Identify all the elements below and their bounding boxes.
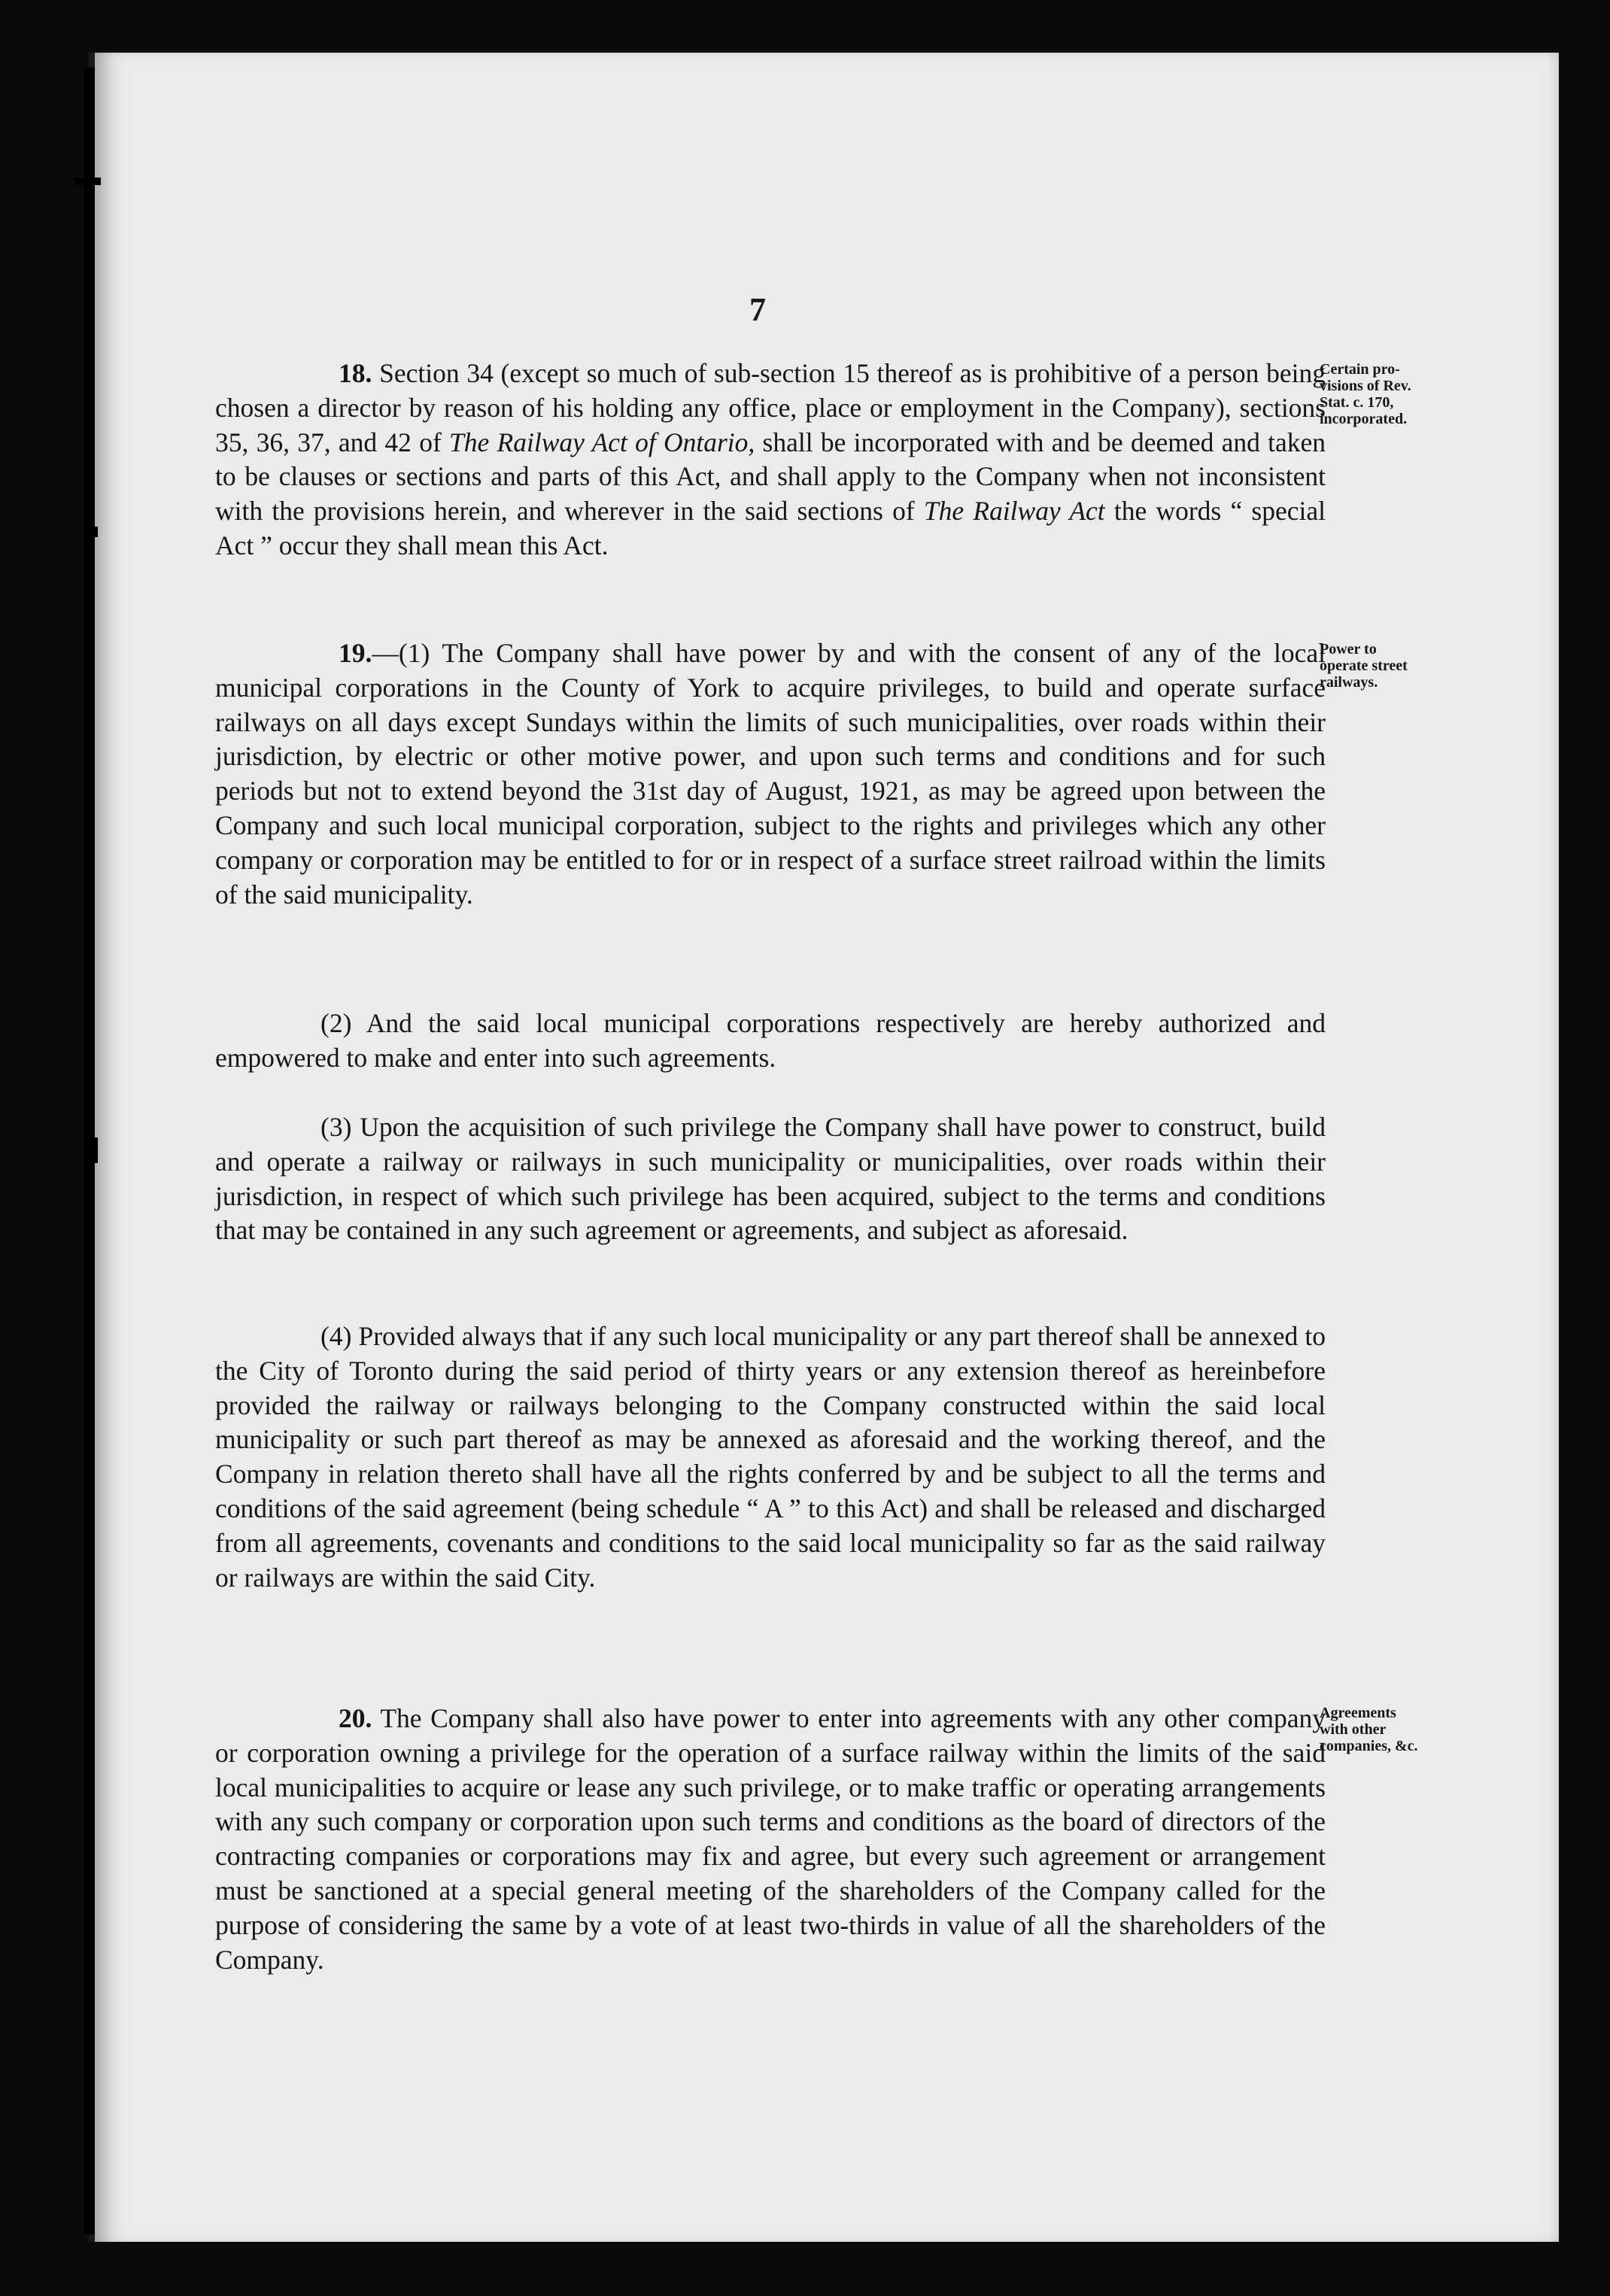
subsection-3-paragraph	[215, 1110, 1326, 1248]
section-text: the words “ special Act ” occur they shall mean this Act.	[215, 496, 1326, 560]
margin-note-section-20	[1320, 1705, 1479, 1754]
section-20-paragraph	[215, 1702, 1326, 1977]
margin-note-line: operate street	[1320, 658, 1408, 674]
margin-note-section-19	[1320, 641, 1479, 691]
section-number: 18.	[339, 358, 372, 388]
section-18-paragraph	[215, 357, 1326, 563]
act-title: The Railway Act	[923, 496, 1105, 527]
binding-mark	[90, 1137, 98, 1163]
section-text: The Company shall also have power to enter into agreements with any other company or corporation owning a privilege for the operation of a surface railway within the limits of the said local municipalities to acquire or lease any such privilege, or to make traffic or operating arrangements with any such company or corporation upon such terms and conditions as the board of directors of the contracting companies or corporations may fix and agree, but every such agreement or arrangement must be sanctioned at a special general meeting of the shareholders of the Company called for the purpose of considering the same by a vote of at least two-thirds in value of all the shareholders of the Company.	[215, 1703, 1326, 1975]
margin-note-line: Agreements	[1320, 1705, 1396, 1721]
margin-note-line: with other	[1320, 1721, 1387, 1738]
binding-mark	[75, 178, 101, 185]
subsection-2-paragraph	[215, 1007, 1326, 1076]
subsection-text: (2) And the said local municipal corporations respectively are hereby authorized and empowered to make and enter into such agreements.	[215, 1008, 1326, 1073]
page-number: 7	[749, 291, 766, 328]
margin-note-line: Stat. c. 170,	[1320, 394, 1394, 411]
act-title: The Railway Act of Ontario,	[449, 427, 755, 457]
subsection-text: (4) Provided always that if any such local municipality or any part thereof shall be annexed to the City of Toronto during the said period of thirty years or any extension thereof as hereinbefore provided the railway or railways belonging to the Company constructed within the said local municipality or such part thereof as may be annexed as aforesaid and the working thereof, and the Company in relation thereto shall have all the rights conferred by and be subject to all the terms and conditions of the said agreement (being schedule “ A ” to this Act) and shall be released and discharged from all agreements, covenants and conditions to the said local municipality so far as the said railway or railways are within the said City.	[215, 1321, 1326, 1593]
subsection-text: (3) Upon the acquisition of such privilege the Company shall have power to construct, build and operate a railway or railways in such municipality or municipalities, over roads within their jurisdiction, in respect of which such privilege has been acquired, subject to the terms and conditions that may be contained in any such agreement or agreements, and subject as aforesaid.	[215, 1112, 1326, 1246]
section-number: 20.	[339, 1703, 372, 1733]
binding-mark	[86, 527, 98, 537]
subsection-4-paragraph	[215, 1320, 1326, 1595]
margin-note-line: companies, &c.	[1320, 1738, 1418, 1754]
margin-note-line: Power to	[1320, 641, 1377, 658]
section-19-paragraph	[215, 636, 1326, 912]
margin-note-line: Certain pro-	[1320, 361, 1400, 378]
section-text: —(1) The Company shall have power by and with the consent of any of the local municipal corporations in the County of York to acquire privileges, to build and operate surface railways on all days except Sundays within the limits of such municipalities, over roads within their jurisdiction, by electric or other motive power, and upon such terms and conditions and for such periods but not to extend beyond the 31st day of August, 1921, as may be agreed upon between the Company and such local municipal corporation, subject to the rights and privileges which any other company or corporation may be entitled to for or in respect of a surface street railroad within the limits of the said municipality.	[215, 638, 1326, 910]
section-number: 19.	[339, 638, 372, 668]
section-text: shall be incorporated with and be deemed and taken to be clauses or sections and parts of this Act, and shall apply to the Company when not inconsistent with the provisions herein, and wherever in the said sections of	[215, 427, 1326, 527]
margin-note-line: visions of Rev.	[1320, 378, 1411, 394]
section-text: Section 34 (except so much of sub-section 15 thereof as is prohibitive of a person being chosen a director by reason of his holding any office, place or employment in the Company), sections 35, 36, 37, and 42 of	[215, 358, 1326, 457]
margin-note-line: railways.	[1320, 674, 1378, 691]
margin-note-section-18	[1320, 361, 1479, 427]
margin-note-line: incorporated.	[1320, 411, 1408, 427]
